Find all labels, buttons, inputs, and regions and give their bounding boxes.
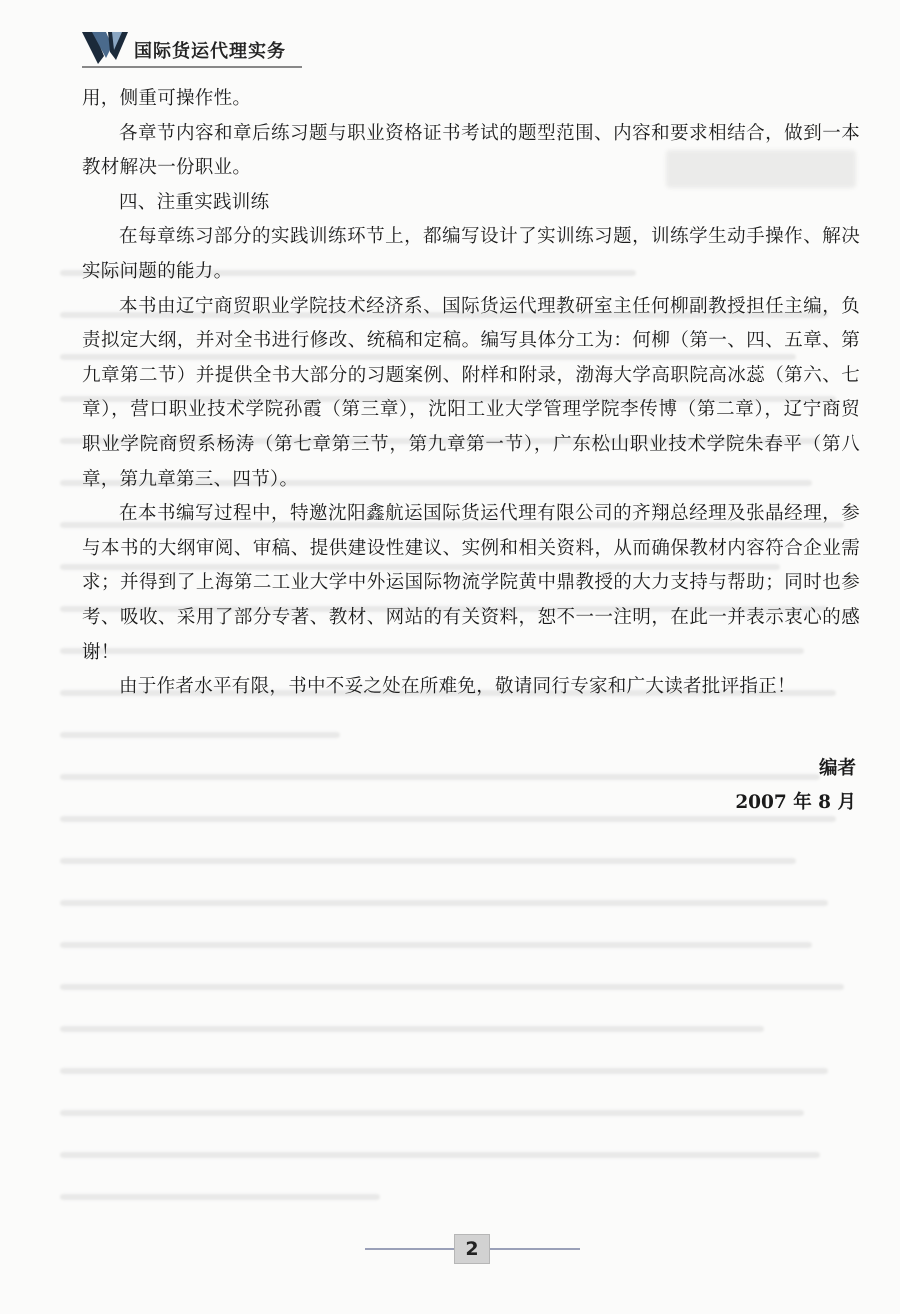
- body-text: [82, 82, 860, 705]
- paragraph: 本书由辽宁商贸职业学院技术经济系、国际货运代理教研室主任何柳副教授担任主编，负责拟定大纲，并对全书进行修改、统稿和定稿。编写具体分工为：何柳（第一、四、五章、第九章第二节）并提供全书大部分的习题案例、附样和附录，渤海大学高职院高冰蕊（第六、七章），营口职业技术学院孙霞（第三章），沈阳工业大学管理学院李传博（第二章），辽宁商贸职业学院商贸系杨涛（第七章第三节，第九章第一节），广东松山职业技术学院朱春平（第八章，第九章第三、四节）。: [82, 295, 860, 490]
- header-divider: [82, 66, 302, 68]
- paragraph: 各章节内容和章后练习题与职业资格证书考试的题型范围、内容和要求相结合，做到一本教材解决一份职业。: [82, 122, 860, 179]
- section-heading: 四、注重实践训练: [119, 191, 270, 213]
- footer-rule-right: [490, 1248, 580, 1250]
- date-label: 2007 年 8 月: [735, 792, 856, 813]
- paragraph: 在本书编写过程中，特邀沈阳鑫航运国际货运代理有限公司的齐翔总经理及张晶经理，参与本书的大纲审阅、审稿、提供建设性建议、实例和相关资料，从而确保教材内容符合企业需求；并得到了上海第二工业大学中外运国际物流学院黄中鼎教授的大力支持与帮助；同时也参考、吸收、采用了部分专著、教材、网站的有关资料，恕不一一注明，在此一并表示衷心的感谢！: [82, 503, 860, 663]
- signature-block: [656, 752, 856, 820]
- footer-rule-left: [365, 1248, 455, 1250]
- author-label: 编者: [818, 758, 856, 779]
- paragraph: 在每章练习部分的实践训练环节上，都编写设计了实训练习题，训练学生动手操作、解决实际问题的能力。: [82, 226, 860, 282]
- paragraph: 由于作者水平有限，书中不妥之处在所难免，敬请同行专家和广大读者批评指正！: [119, 676, 796, 698]
- paragraph: 用，侧重可操作性。: [82, 88, 252, 109]
- book-logo-icon: [82, 32, 128, 64]
- page-number: 2: [454, 1234, 490, 1264]
- running-header: [82, 30, 302, 68]
- book-title: 国际货运代理实务: [134, 41, 286, 62]
